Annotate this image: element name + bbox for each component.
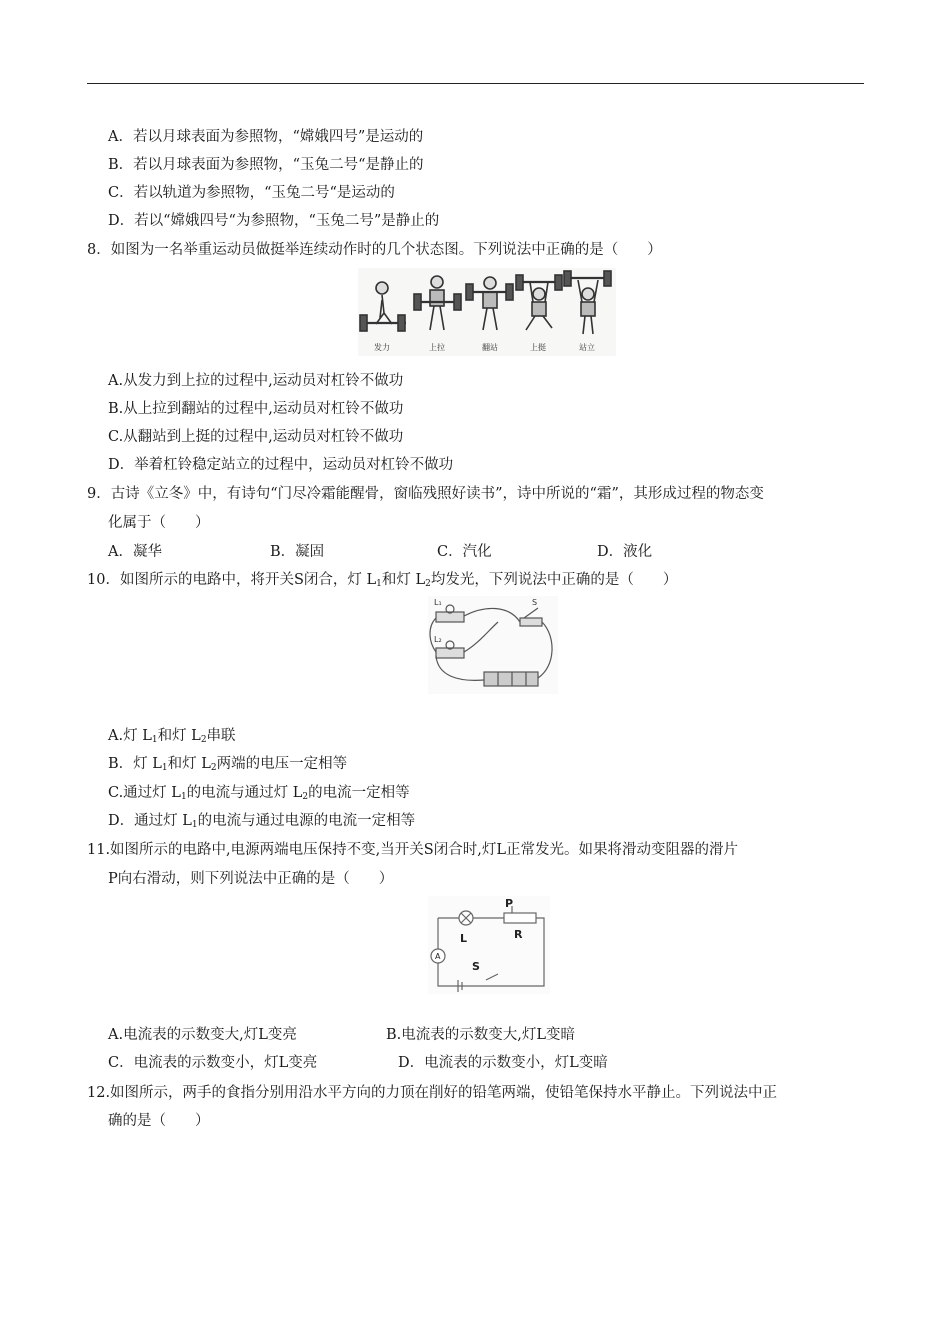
q10-option-d: D．通过灯 $L_1$的电流与通过电源的电流一定相等 — [108, 813, 416, 830]
q10-stem: 10．如图所示的电路中，将开关S闭合，灯 $L_1$和灯 $L_2$均发光，下列说法中正确的是（ ） — [87, 572, 678, 589]
q9-option-b: B．凝固 — [270, 544, 325, 560]
q7-option-b: B．若以月球表面为参照物，“玉兔二号“是静止的 — [108, 157, 424, 173]
q11-stem-line2: P向右滑动，则下列说法中正确的是（ ） — [108, 871, 394, 887]
q11-option-c: C．电流表的示数变小，灯L变亮 — [108, 1055, 318, 1071]
switch-s-label: S — [472, 960, 480, 973]
q10-option-a: A.灯 $L_1$和灯 $L_2$串联 — [108, 728, 236, 745]
q12-stem-line1: 12.如图所示，两手的食指分别用沿水平方向的力顶在削好的铅笔两端，使铅笔保持水平静止。下列说法中正 — [87, 1085, 778, 1101]
q10-option-c: C.通过灯 $L_1$的电流与通过灯 $L_2$的电流一定相等 — [108, 785, 410, 802]
lamp-l-label: L — [460, 932, 468, 945]
q11-stem-line1: 11.如图所示的电路中,电源两端电压保持不变,当开关S闭合时,灯L正常发光。如果将滑动变阻器的滑片 — [87, 842, 738, 858]
q8-option-b: B.从上拉到翻站的过程中,运动员对杠铃不做功 — [108, 401, 404, 417]
q12-stem-line2: 确的是（ ） — [108, 1113, 210, 1129]
q7-option-a: A．若以月球表面为参照物，“嫦娥四号”是运动的 — [108, 129, 424, 145]
q9-stem-line1: 9．古诗《立冬》中，有诗句“门尽冷霜能醒骨，窗临残照好读书”，诗中所说的“霜”，其形成过程的物态变 — [87, 486, 764, 502]
q10-option-b: B．灯 $L_1$和灯 $L_2$两端的电压一定相等 — [108, 756, 348, 773]
frame-label-2: 上拉 — [429, 343, 445, 352]
lamp-l2-label: L₂ — [434, 635, 442, 644]
frame-label-3: 翻站 — [482, 343, 498, 352]
q8-option-c: C.从翻站到上挺的过程中,运动员对杠铃不做功 — [108, 429, 404, 445]
rheostat-circuit-figure — [428, 896, 550, 994]
q11-option-a: A.电流表的示数变大,灯L变亮 — [108, 1027, 297, 1043]
q11-option-d: D．电流表的示数变小，灯L变暗 — [398, 1055, 608, 1071]
lamp-l1-label: L₁ — [434, 598, 442, 607]
rheostat-r-label: R — [514, 928, 523, 941]
q7-option-d: D．若以“嫦娥四号“为参照物，“玉兔二号”是静止的 — [108, 213, 440, 229]
header-rule — [87, 83, 864, 84]
q9-option-a: A．凝华 — [108, 544, 162, 560]
weightlifting-figure — [358, 268, 616, 356]
q9-option-c: C．汽化 — [437, 544, 492, 560]
q11-option-b: B.电流表的示数变大,灯L变暗 — [386, 1027, 576, 1043]
q8-option-a: A.从发力到上拉的过程中,运动员对杠铃不做功 — [108, 373, 404, 389]
frame-label-5: 站立 — [579, 343, 595, 352]
frame-label-4: 上挺 — [530, 343, 546, 352]
switch-s-label: S — [532, 598, 538, 607]
q7-option-c: C．若以轨道为参照物，“玉兔二号“是运动的 — [108, 185, 395, 201]
q9-option-d: D．液化 — [597, 544, 653, 560]
parallel-circuit-figure — [428, 596, 558, 694]
slider-p-label: P — [505, 897, 514, 910]
q8-stem: 8．如图为一名举重运动员做挺举连续动作时的几个状态图。下列说法中正确的是（ ） — [87, 242, 662, 258]
q8-option-d: D．举着杠铃稳定站立的过程中，运动员对杠铃不做功 — [108, 457, 454, 473]
ammeter-label: A — [435, 952, 441, 961]
q9-stem-line2: 化属于（ ） — [108, 515, 210, 531]
frame-label-1: 发力 — [374, 343, 390, 352]
